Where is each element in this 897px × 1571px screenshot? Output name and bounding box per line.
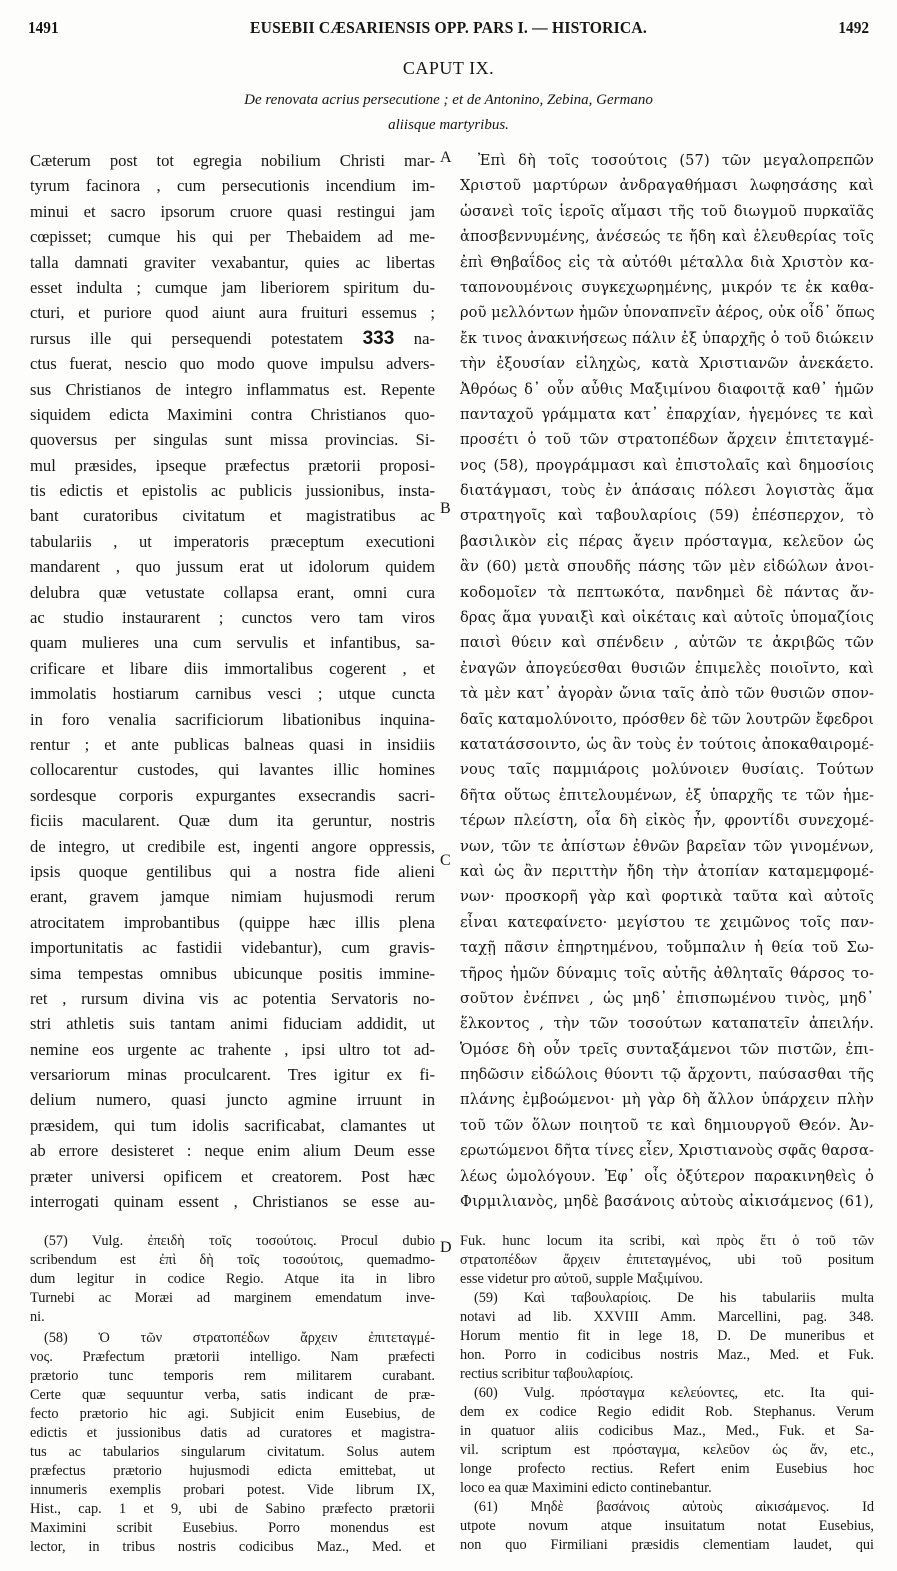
footnote-line: (59) Καὶ ταβουλαρίοις. De his tabulariis multa <box>474 1290 874 1306</box>
text-line: τὰ μὲν κατ᾿ ἀγορὰν ὤνια ταῖς ἀπὸ τῶν θυσιῶν σπον- <box>460 685 874 703</box>
footnote-line: dem ex codice Regio edidit Rob. Stephanus. Verum <box>460 1404 874 1420</box>
footnote-line: (60) Vulg. πρόσταγμα κελεύοντες, etc. Ita qui- <box>474 1385 874 1401</box>
footnote-line: innumeris exemplis probari potest. Vide librum IX, <box>30 1482 435 1498</box>
footnote-line: fecto prætorio hic agi. Subjicit enim Eusebius, de <box>30 1406 435 1422</box>
text-line: νων· προσκορῆ γὰρ καὶ φορτικὰ ταῦτα καὶ αὐτοῖς <box>460 888 874 906</box>
footnote-line: στρατοπέδων ἄρχειν ἐπιτεταγμένος, ubi τοῦ positum <box>460 1252 874 1268</box>
text-line: ab errore desisteret : neque enim alium Deum esse <box>30 1141 435 1161</box>
text-line: ἐπὶ Θηβαΐδος εἰς τὰ αὐτόθι μέταλλα διὰ Χριστὸν κα- <box>460 253 874 271</box>
margin-letter-c: C <box>440 852 451 869</box>
text-line: ταπονουμένοις συγκεχωρημένης, μικρόν τε ἐκ καθα- <box>460 278 874 296</box>
footnote-line: esse videtur pro αὐτοῦ, supple Μαξιμίνου. <box>460 1271 703 1287</box>
footnote-line: (58) Ὁ τῶν στρατοπέδων ἄρχειν ἐπιτεταγμέ- <box>44 1330 435 1346</box>
text-line: νους ταῖς παμμιάροις μολύνοιεν θυσίαις. Τούτων <box>460 761 874 779</box>
text-line: importunitatis ac fastidii videbantur), cum gravis- <box>30 938 435 958</box>
text-segment: na- <box>413 328 435 348</box>
text-line: νων, τῶν τε ἀπίστων ἐθνῶν βαρεῖαν τῶν γινομένων, <box>460 837 874 855</box>
text-line: εἶναι κατεφαίνετο· μεγίστου τε χειμῶνος τοῖς παν- <box>460 913 874 931</box>
text-line: Φιρμιλιανὸς, μηδὲ βασάνοις αὐτοὺς αἰκισάμενος (61), <box>460 1193 874 1211</box>
text-line: λέως ὡμολόγουν. Ἐφ᾿ οἷς ὀξύτερον παρακινηθεὶς ὁ <box>460 1167 874 1185</box>
text-line: Cæterum post tot egregia nobilium Christi mar- <box>30 151 435 170</box>
text-line: crificare et libare diis immortalibus cogerent , et <box>30 658 435 678</box>
left-footnotes <box>30 1232 435 1557</box>
text-line: Χριστοῦ μαρτύρων ἀνδραγαθήμασι λωφησάσης καὶ <box>460 177 874 195</box>
text-line: esset indulta ; cumque jam liberiorem spiritum du- <box>30 277 435 297</box>
footnote-line: tus ac tabularios singularum civitatum. Solus autem <box>30 1444 435 1460</box>
footnote-line: Fuk. hunc locum ita scribi, καὶ πρὸς ἔτι ὁ τοῦ τῶν <box>460 1233 874 1249</box>
footnote-line: Certe quæ sequuntur verba, satis indicant de præ- <box>30 1387 435 1403</box>
footnote-line: non quo Firmiliani præsidis clementiam laudet, qui <box>460 1537 874 1553</box>
text-line: τέρων πλείστη, οἷα δὴ εἰκὸς ἦν, φροντίδι συνεχομέ- <box>460 812 874 830</box>
text-line: præsidem, qui tum idolis sacrificabat, clamantes ut <box>30 1115 435 1135</box>
right-footnotes <box>460 1232 874 1555</box>
footnote-line: ni. <box>30 1309 45 1325</box>
footnote-line: (57) Vulg. ἐπειδὴ τοῖς τοσούτοις. Procul dubio <box>44 1233 435 1249</box>
text-line: ερωτώμενοι δῆτα τίνες εἶεν, Χριστιανοὺς σφᾶς θαρσα- <box>460 1142 874 1160</box>
marginal-page-number: 333 <box>362 327 395 349</box>
text-line: στρατηγοῖς καὶ ταβουλαρίοις (59) ἐπέσπερχον, τὸ <box>460 507 874 525</box>
footnote-line: notavi ad lib. XXVIII Amm. Marcellini, pag. 348. <box>460 1309 874 1325</box>
text-line: de integro, ut credibile est, ingenti angore oppressis, <box>30 836 435 856</box>
text-line: interrogati quinam essent , Christianos se esse au- <box>30 1192 435 1212</box>
text-line: ret , rursum divina vis ac potentia Servatoris no- <box>30 988 435 1008</box>
text-line: ctus fuerat, nescio quo modo quove impulsu advers- <box>30 354 435 374</box>
text-line: quam mulieres una cum servulis et infantibus, sa- <box>30 633 435 653</box>
text-line: προσέτι ὁ τοῦ τῶν στρατοπέδων ἄρχειν ἐπιτεταγμέ- <box>460 431 874 449</box>
greek-main-text <box>460 148 874 1214</box>
text-line: minui et sacro ipsorum cruore quasi restingui jam <box>30 201 435 221</box>
text-line: πλάνης ἐμβοώμενοι· μὴ γὰρ δὴ ἄλλον ὑπάρχειν πλὴν <box>460 1091 874 1109</box>
text-line: τοῦ τῶν ὅλων ποιητοῦ τε καὶ δημιουργοῦ Θεόν. Ἀν- <box>460 1116 874 1134</box>
text-line: sima tempestas omnibus ubicunque positis immine- <box>30 963 435 983</box>
footnote-line: prætorio tunc temporis rem militarem curabant. <box>30 1368 435 1384</box>
text-line: versariorum minas proculcarent. Tres igitur ex fi- <box>30 1065 435 1085</box>
running-header <box>0 16 897 42</box>
text-line: talla damnati graviter vexabantur, quies ac libertas <box>30 252 435 272</box>
text-line: δαῖς καταμολύνοιτο, πρόσθεν δὲ τῶν λουτρῶν ἔφεδροι <box>460 710 874 728</box>
text-line: κατατάσσοιντο, ὡς ἂν τοὺς ἐν τούτοις ἀποκαθαιρομέ- <box>460 735 874 753</box>
footnote-line: longe profecto rectius. Refert enim Eusebius hoc <box>460 1461 874 1477</box>
text-line: mandarent , quo jussum erat ut idolorum quidem <box>30 557 435 577</box>
text-line: ficiis macularent. Quæ dum ita geruntur, nostris <box>30 811 435 831</box>
text-line: ἔκ τινος ἀνακινήσεως πάλιν ἐξ ὑπαρχῆς ὁ τοῦ διώκειν <box>460 329 874 347</box>
text-line-with-marginal-number <box>30 326 435 351</box>
text-line: delium numero, quasi juncto agmine irruunt in <box>30 1090 435 1110</box>
text-line: νος (58), προγράμμασι καὶ ἐπιστολαῖς καὶ δημοσίοις <box>460 456 874 474</box>
text-line: nemine eos urgente ac trahente , ipsi ultro tot ad- <box>30 1039 435 1059</box>
latin-main-text <box>30 148 435 1214</box>
footnote-line: in quatuor aliis codicibus Maz., Med., Fuk. et Sa- <box>460 1423 874 1439</box>
text-line: πανταχοῦ γράμματα κατ᾿ ἐπαρχίαν, ἡγεμόνες τε καὶ <box>460 405 874 423</box>
text-line: σοῦτον ἐνέπνει , ὡς μηδ᾿ ἐπισπωμένου τινὸς, μηδ᾿ <box>460 989 874 1007</box>
footnote-line: (61) Μηδὲ βασάνοις αὐτοὺς αἰκισάμενος. Id <box>474 1499 874 1515</box>
footnote-line: Horum mentio fit in lege 18, D. De muneribus et <box>460 1328 874 1344</box>
text-line: τῆρος ἡμῶν δύναμις τοῖς αὐτῆς ἀθληταῖς θάρσος το- <box>460 964 874 982</box>
footnote-line: Hist., cap. 1 et 9, ubi de Sabino præfecto prætorii <box>30 1501 435 1517</box>
footnote-line: νος. Præfectum prætorii intelligo. Nam præfecti <box>30 1349 435 1365</box>
page-number-left: 1491 <box>28 18 59 37</box>
footnote-line: vil. scriptum est πρόσταγμα, κελεῦον ὡς ἄν, etc., <box>460 1442 874 1458</box>
text-line: collocarentur custodes, qui lavantes illic homines <box>30 760 435 780</box>
text-line: ροῦ μελλόντων ἡμῶν ὑποναπνεῖν ἀέρος, οὐκ οἶδ᾿ ὅπως <box>460 304 875 322</box>
footnote-line: loco ea quæ Maximini edicto continebantur. <box>460 1480 712 1496</box>
text-line: rentur ; et ante publicas balneas quasi in insidiis <box>30 734 435 754</box>
footnote-line: Maximini scribit Eusebius. Porro monendus est <box>30 1520 435 1536</box>
text-line: cturi, et puriore quod aiunt aura fruituri essemus ; <box>30 303 435 323</box>
text-line: Ἐπὶ δὴ τοῖς τοσούτοις (57) τῶν μεγαλοπρεπῶν <box>478 152 874 169</box>
text-line: ἂν (60) μετὰ σπουδῆς πάσης τῶν μὲν εἰδώλων ἀνοι- <box>460 558 874 576</box>
text-segment: rursus ille qui persequendi potestatem <box>30 328 344 348</box>
text-line: ἐναγῶν ἀπογεύεσθαι θυσιῶν ἐπιμελὲς ποιοῖντο, καὶ <box>460 659 874 677</box>
text-line: tabulariis , ut imperatoris præceptum executioni <box>30 531 435 551</box>
text-line: stri athletis suis tantam animi fiduciam addidit, ut <box>30 1014 435 1034</box>
text-line: καὶ ὡς ἂν περιττὴν ἤδη τὴν ἀτοπίαν καταμεμφομέ- <box>460 862 874 880</box>
text-line: ταχῇ πᾶσιν ἐπηρτημένου, τοὔμπαλιν ἡ θεία τοῦ Σω- <box>460 939 874 957</box>
text-line: sordesque corporis expurgantes exsecrandis sacri- <box>30 785 435 805</box>
margin-letter-d: D <box>440 1239 452 1256</box>
text-line: Ἀθρόως δ᾿ οὖν αὖθις Μαξιμίνου διαφοιτᾷ καθ᾿ ἡμῶν <box>460 380 874 398</box>
text-line: in foro venalia sacrificiorum libationibus inquina- <box>30 709 435 729</box>
footnote-line: hon. Porro in codicibus nostris Maz., Med. et Fuk. <box>460 1347 874 1363</box>
chapter-subtitle <box>150 88 747 138</box>
footnote-line: præfectus prætorio hujusmodi edicta emittebat, ut <box>30 1463 435 1479</box>
margin-letter-a: A <box>440 149 452 166</box>
text-line: ἀποσβεννυμένης, ἀνέσεώς τε ἤδη καὶ ἐλευθερίας τοῖς <box>460 228 874 246</box>
chapter-title: CAPUT IX. <box>402 58 495 78</box>
text-line: βασιλικὸν εἰς πέρας ἄγειν πρόσταγμα, κελεῦον ὡς <box>460 532 874 550</box>
margin-letter-b: B <box>440 500 451 517</box>
text-line: præter universi opificem et creatorem. Post hæc <box>30 1166 435 1186</box>
footnote-line: utpote novum atque insuitatum notat Eusebius, <box>460 1518 874 1534</box>
text-line: sus Christianos de integro inflammatus est. Repente <box>30 379 435 399</box>
footnote-line: lector, in tribus nostris codicibus Maz., Med. et <box>30 1539 435 1555</box>
text-line: bant curatoribus civitatum et magistratibus ac <box>30 506 435 526</box>
footnote-line: edictis et jussionibus datis ad curatores et magistra- <box>30 1425 435 1441</box>
footnote-line: Turnebi ac Moræi ad marginem emendatum inve- <box>30 1290 435 1306</box>
footnote-line: rectius scribitur ταβουλαρίοις. <box>460 1366 634 1382</box>
footnote-line: scribendum est ἐπὶ δὴ τοῖς τοσούτοις, quemadmo- <box>30 1252 435 1268</box>
text-line: siquidem edicta Maximini contra Christianos quo- <box>30 404 435 424</box>
text-line: immolatis hostiarum carnibus vesci ; utque cuncta <box>30 684 435 704</box>
text-line: cœpisset; cumque his qui per Thebaidem ad me- <box>30 227 435 247</box>
text-line: ἕλκοντος , τὴν τῶν τοσούτων καταπατεῖν ἀπειλήν. <box>460 1015 874 1033</box>
text-line: δῆτα οὕτως ἐπιτελουμένων, ἐξ ὑπαρχῆς τε τῶν ἡμε- <box>460 786 874 804</box>
text-line: quoversus per singulas sunt missa provincias. Si- <box>30 430 435 450</box>
text-line: παισὶ θύειν καὶ σπένδειν , αὐτῶν τε ἀκριβῶς τῶν <box>460 634 874 652</box>
footnote-line: dum legitur in codice Regio. Atque ita in libro <box>30 1271 435 1287</box>
text-line: atrocitatem improbantibus (quippe hæc illis plena <box>30 912 435 932</box>
subtitle-line: De renovata acrius persecutione ; et de Antonino, Zebina, Germano <box>244 92 653 108</box>
subtitle-line: aliisque martyribus. <box>388 117 509 133</box>
text-line: Ὁμόσε δὴ οὖν τρεῖς συνταξάμενοι τῶν πιστῶν, ἐπι- <box>460 1040 874 1058</box>
text-line: tyrum facinora , cum persecutionis incendium im- <box>30 176 435 196</box>
text-line: mul præsides, ipseque præfectus prætorii proposi- <box>30 455 435 475</box>
page-number-right: 1492 <box>838 18 869 37</box>
running-title: EUSEBII CÆSARIENSIS OPP. PARS I. — HISTORICA. <box>250 18 647 37</box>
text-line: τὴν ἐξουσίαν εἰληχὼς, κατὰ Χριστιανῶν ἀνεκάετο. <box>460 355 874 373</box>
text-line: κοδομοῖεν τὰ πεπτωκότα, πανδημεὶ δὲ πάντας ἄν- <box>460 583 874 601</box>
text-line: ac studio instaurarent ; cunctos vero tam viros <box>30 608 435 628</box>
text-line: tis edictis et epistolis ac publicis jussionibus, insta- <box>30 481 435 501</box>
text-line: ὡσανεὶ τοῖς ἱεροῖς αἵμασι τῆς τοῦ διωγμοῦ πυρκαϊᾶς <box>460 202 874 220</box>
text-line: δρας ἅμα γυναιξὶ καὶ οἰκέταις καὶ αὐτοῖς ὑπομαζίοις <box>460 609 874 627</box>
text-line: πηδῶσιν εἰδώλοις θύοντι τῷ ἄρχοντι, παύσασθαι τῆς <box>460 1066 874 1084</box>
text-line: erant, gravem jamque nimiam hujusmodi rerum <box>30 887 435 907</box>
text-line: delubra quæ vetustate collapsa erant, omni cura <box>30 582 435 602</box>
text-line: διατάγμασι, τοὺς ἐν ἁπάσαις πόλεσι λογιστὰς ἅμα <box>460 482 874 500</box>
text-line: ipsis quoque gentilibus qui a nostra fide alieni <box>30 861 435 881</box>
